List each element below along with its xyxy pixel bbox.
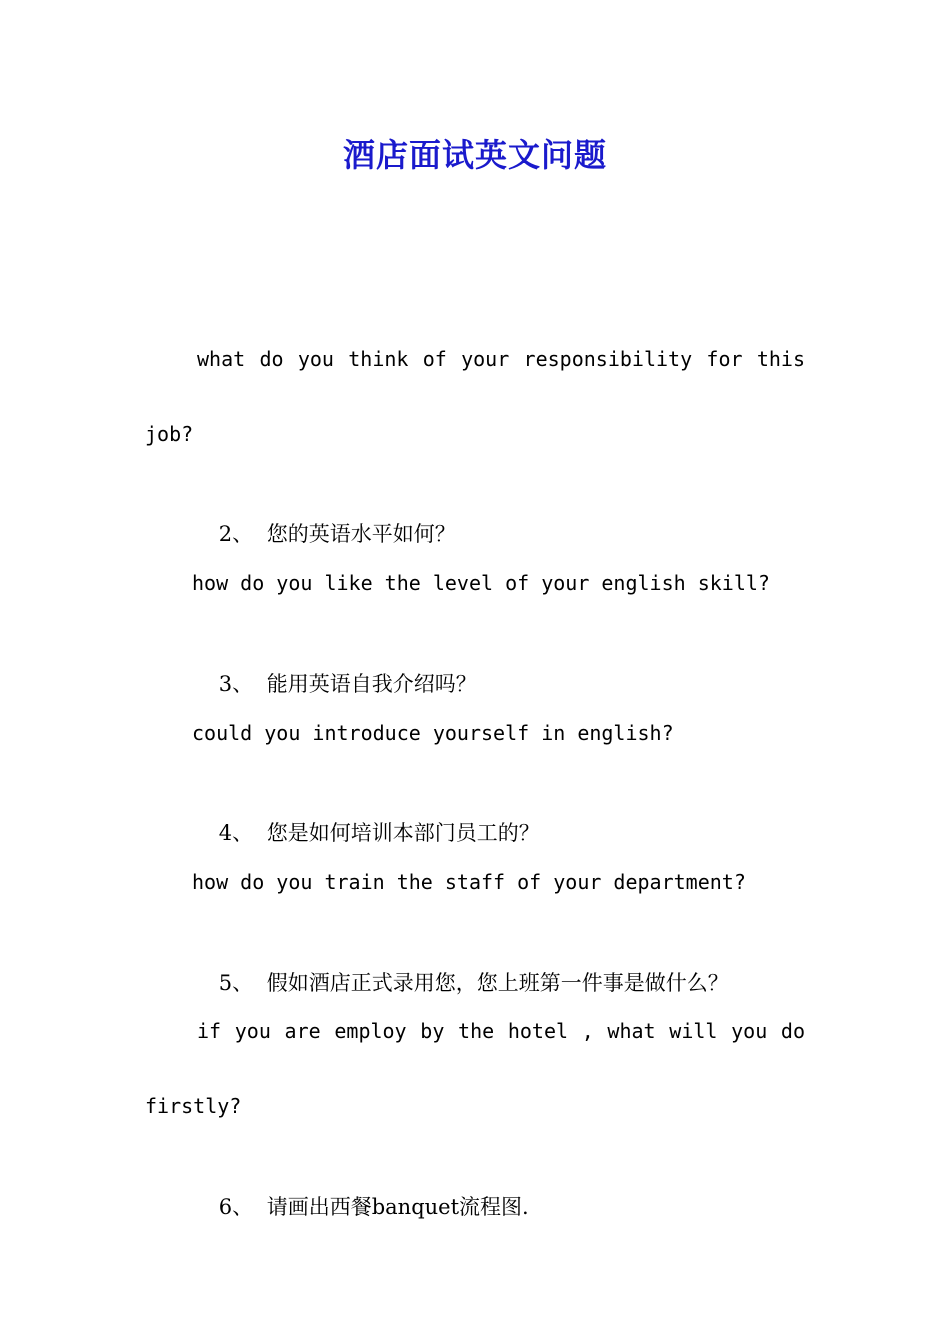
question-3 <box>192 645 477 723</box>
text-line-1: what do you think of your responsibility for this <box>197 347 805 371</box>
question-number: 4、 <box>218 821 254 845</box>
question-5 <box>192 944 729 1022</box>
question-text: 请画出西餐banquet流程图. <box>266 1195 529 1219</box>
question-number: 3、 <box>218 672 254 696</box>
answer-line-3: could you introduce yourself in english? <box>192 721 674 745</box>
question-number: 2、 <box>218 522 254 546</box>
question-4 <box>192 794 540 872</box>
question-text: 您的英语水平如何？ <box>266 522 456 546</box>
question-2 <box>192 495 456 573</box>
answer-line-5-cont: firstly? <box>145 1094 242 1118</box>
answer-line-5: if you are employ by the hotel , what will you do <box>197 1019 805 1043</box>
question-text: 您是如何培训本部门员工的？ <box>266 821 540 845</box>
question-text: 能用英语自我介绍吗？ <box>266 672 477 696</box>
answer-line-4: how do you train the staff of your department? <box>192 870 746 894</box>
question-number: 6、 <box>218 1195 254 1219</box>
text-line-2: job? <box>145 422 194 446</box>
question-6 <box>192 1168 529 1246</box>
question-text: 假如酒店正式录用您，您上班第一件事是做什么？ <box>266 971 729 995</box>
answer-line-2: how do you like the level of your english skill? <box>192 571 770 595</box>
question-number: 5、 <box>218 971 254 995</box>
document-title: 酒店面试英文问题 <box>342 136 607 174</box>
